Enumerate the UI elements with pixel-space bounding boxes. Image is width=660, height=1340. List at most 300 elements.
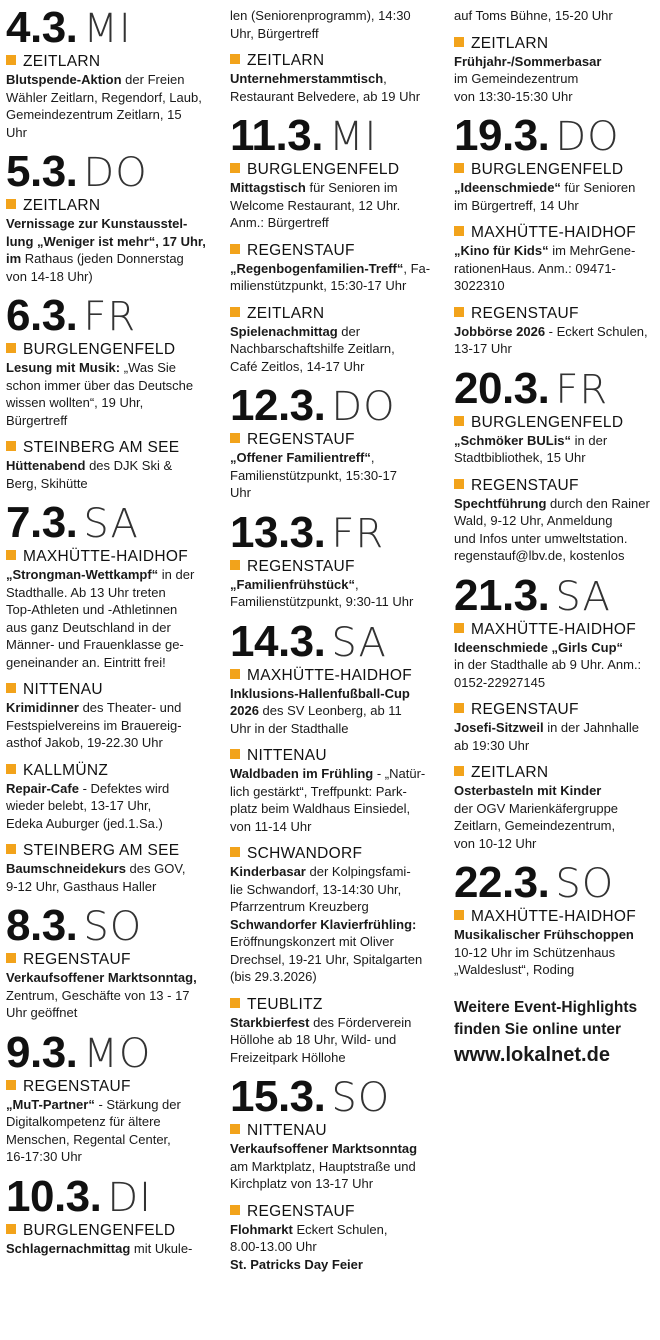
location-name: BURGLENGENFELD (471, 161, 624, 178)
event-description (6, 1096, 218, 1166)
event-title: Schwandorfer Klavierfrühling: (230, 916, 417, 932)
day-of-week: MI (83, 6, 132, 52)
orange-bullet-icon (454, 703, 464, 713)
event-item (230, 51, 438, 105)
date-heading (6, 901, 218, 950)
event-title: Josefi-Sitzweil (454, 720, 544, 735)
event-title: Waldbaden im Frühling (230, 766, 374, 781)
event-title: Vernissage zur Kunstausstel- lung „Weniger ist mehr“, 17 Uhr, im (6, 216, 206, 266)
location-name: REGENSTAUF (23, 1077, 131, 1095)
event-item (454, 413, 658, 467)
event-details: der Freien Wähler Zeitlarn, Regendorf, Laub, Gemeindezentrum Zeitlarn, 15 Uhr (6, 72, 202, 140)
date-heading (454, 858, 658, 907)
location-name: ZEITLARN (23, 53, 101, 70)
event-location (230, 1121, 438, 1140)
day-block (454, 363, 658, 565)
date-heading (454, 363, 658, 413)
location-name: ZEITLARN (471, 764, 549, 781)
location-name: NITTENAU (23, 681, 103, 698)
event-details: im MehrGene- rationenHaus. Anm.: 09471- 3022310 (454, 243, 636, 293)
day-of-week: SA (331, 619, 387, 666)
event-location (6, 196, 218, 215)
event-details: len (Seniorenprogramm), 14:30 Uhr, Bürgertreff (230, 8, 411, 41)
location-name: KALLMÜNZ (23, 761, 109, 779)
event-location (230, 1202, 438, 1221)
date-heading (6, 291, 218, 340)
day-block (230, 7, 438, 105)
event-details: mit Ukule- (130, 1240, 193, 1256)
event-description (6, 359, 218, 429)
orange-bullet-icon (454, 226, 464, 236)
event-title: Blutspende-Aktion (6, 72, 122, 87)
event-description (454, 495, 658, 565)
event-location (6, 680, 218, 699)
event-description (230, 1221, 438, 1274)
day-block (454, 858, 658, 979)
event-item (454, 7, 658, 25)
footer-line-1: Weitere Event-Highlights (454, 998, 638, 1016)
event-description (230, 7, 438, 42)
event-item (454, 907, 658, 979)
event-details: für Senioren im Bürgertreff, 14 Uhr (454, 180, 636, 213)
event-details: in der Stadthalle. Ab 13 Uhr treten Top-Athleten und -Athletinnen aus ganz Deutschland in der Männer- und Frauenklasse ge- geneinander an. Eintritt frei! (6, 567, 195, 670)
event-details: in der Stadtbibliothek, 15 Uhr (454, 432, 608, 465)
date-heading (454, 111, 658, 160)
event-details: - „Natür- lich gestärkt“, Treffpunkt: Park- platz beim Waldhaus Einsiedel, von 11-14 Uhr (230, 766, 426, 834)
event-title: Musikalischer Frühschoppen (454, 927, 634, 942)
event-title: Verkaufsoffener Marktsonntag, (6, 970, 197, 985)
orange-bullet-icon (230, 307, 240, 317)
date-number: 22.3. (454, 858, 550, 907)
event-title: Krimidinner (6, 700, 79, 715)
event-location (6, 1077, 218, 1096)
event-details: , Familienstützpunkt, 15:30-17 Uhr (230, 450, 397, 500)
day-of-week: FR (555, 366, 609, 413)
location-name: REGENSTAUF (247, 1202, 355, 1220)
event-item (6, 438, 218, 492)
day-of-week: DO (331, 384, 396, 430)
location-name: REGENSTAUF (247, 431, 355, 448)
event-description (454, 7, 658, 25)
event-description (6, 699, 218, 752)
location-name: MAXHÜTTE-HAIDHOF (471, 620, 636, 638)
event-location (6, 438, 218, 457)
event-location (6, 340, 218, 359)
event-title: Frühjahr-/Sommerbasar (454, 53, 602, 69)
footer-promo (454, 997, 658, 1069)
day-of-week: SO (331, 1075, 391, 1121)
date-number: 10.3. (6, 1171, 102, 1221)
event-details: der Kolpingsfami- lie Schwandorf, 13-14:30 Uhr, Pfarrzentrum Kreuzberg (230, 864, 411, 914)
event-item (6, 1221, 218, 1258)
orange-bullet-icon (454, 37, 464, 47)
orange-bullet-icon (230, 54, 240, 64)
day-of-week: DO (555, 114, 620, 160)
event-details: in der Stadthalle ab 9 Uhr. Anm.: 0152-22927145 (454, 657, 642, 690)
event-item (454, 620, 658, 692)
day-of-week: SA (83, 501, 139, 547)
date-number: 21.3. (454, 570, 550, 620)
orange-bullet-icon (454, 910, 464, 920)
location-name: BURGLENGENFELD (471, 413, 624, 431)
event-details: 10-12 Uhr im Schützenhaus „Waldeslust“, Roding (454, 944, 616, 977)
date-number: 14.3. (230, 616, 326, 666)
orange-bullet-icon (230, 163, 240, 173)
orange-bullet-icon (454, 623, 464, 633)
event-item (230, 666, 438, 738)
event-details: in der Jahnhalle ab 19:30 Uhr (454, 720, 639, 753)
orange-bullet-icon (6, 1080, 16, 1090)
day-block (6, 147, 218, 285)
event-location (454, 907, 658, 926)
event-description (230, 260, 438, 295)
location-name: MAXHÜTTE-HAIDHOF (471, 224, 636, 241)
date-heading (230, 381, 438, 430)
event-description (454, 782, 658, 852)
event-location (230, 51, 438, 70)
event-item (230, 7, 438, 42)
event-description (230, 179, 438, 232)
event-details: Eröffnungskonzert mit Oliver Drechsel, 19-21 Uhr, Spitalgarten (bis 29.3.2026) (230, 934, 423, 984)
date-number: 4.3. (6, 3, 78, 52)
orange-bullet-icon (454, 766, 464, 776)
event-details: - Eckert Schulen, 13-17 Uhr (454, 323, 648, 356)
event-location (230, 304, 438, 323)
event-title: „Offener Familientreff“ (230, 450, 371, 465)
day-block (6, 1171, 218, 1258)
orange-bullet-icon (454, 416, 464, 426)
event-details: im Gemeindezentrum von 13:30-15:30 Uhr (454, 71, 579, 104)
day-of-week: SA (555, 573, 611, 620)
event-item (230, 1202, 438, 1274)
date-heading (230, 111, 438, 160)
event-item (6, 950, 218, 1022)
location-name: STEINBERG AM SEE (23, 439, 180, 456)
event-title: Jobbörse 2026 (454, 323, 546, 339)
day-block (454, 111, 658, 358)
event-description (454, 432, 658, 467)
event-location (230, 430, 438, 449)
event-description (230, 576, 438, 611)
location-name: ZEITLARN (247, 304, 325, 322)
event-details: Zentrum, Geschäfte von 13 - 17 Uhr geöffnet (6, 987, 190, 1020)
event-details: - Stärkung der Digitalkompetenz für ältere Menschen, Regental Center, 16-17:30 Uhr (6, 1096, 181, 1164)
event-details: des SV Leonberg, ab 11 Uhr in der Stadthalle (230, 703, 402, 736)
event-title: „Familienfrühstück“ (230, 576, 355, 592)
event-title: Kinderbasar (230, 864, 306, 879)
calendar-column-3 (454, 7, 658, 1069)
day-of-week: MI (328, 114, 378, 160)
date-number: 19.3. (454, 111, 550, 160)
date-number: 20.3. (454, 363, 550, 413)
event-description (454, 926, 658, 979)
date-heading (230, 616, 438, 666)
event-location (454, 476, 658, 495)
event-title: Lesung mit Musik: (6, 360, 121, 375)
event-description (6, 566, 218, 671)
event-item (230, 430, 438, 502)
event-item (230, 1121, 438, 1193)
event-item (454, 763, 658, 852)
day-block (454, 570, 658, 853)
location-name: MAXHÜTTE-HAIDHOF (247, 666, 412, 684)
event-location (230, 666, 438, 685)
orange-bullet-icon (454, 479, 464, 489)
event-location (454, 620, 658, 639)
orange-bullet-icon (6, 764, 16, 774)
event-title: Unternehmerstammtisch (230, 71, 384, 86)
event-title: Repair-Cafe (6, 780, 79, 796)
location-name: REGENSTAUF (247, 557, 355, 575)
event-location (230, 746, 438, 765)
event-location (454, 304, 658, 323)
event-location (454, 223, 658, 242)
event-item (6, 761, 218, 833)
event-description (230, 685, 438, 738)
day-of-week: SO (555, 861, 615, 907)
date-heading (454, 570, 658, 620)
location-name: NITTENAU (247, 1122, 327, 1139)
event-item (454, 34, 658, 106)
event-details: durch den Rainer Wald, 9-12 Uhr, Anmeldung und Infos unter umweltstation. regenstauf@lbv.de, kostenlos (454, 495, 650, 563)
location-name: BURGLENGENFELD (23, 341, 176, 358)
orange-bullet-icon (230, 1124, 240, 1134)
event-title: „Kino für Kids“ (454, 243, 549, 258)
day-block (454, 7, 658, 105)
event-title: Spielenachmittag (230, 323, 338, 339)
location-name: REGENSTAUF (247, 241, 355, 259)
event-item (454, 700, 658, 754)
location-name: MAXHÜTTE-HAIDHOF (23, 548, 188, 565)
event-details: Rathaus (jeden Donnerstag von 14-18 Uhr) (6, 251, 184, 284)
event-details: , Restaurant Belvedere, ab 19 Uhr (230, 71, 421, 104)
orange-bullet-icon (6, 844, 16, 854)
orange-bullet-icon (6, 199, 16, 209)
event-item (230, 304, 438, 376)
event-item (230, 557, 438, 611)
orange-bullet-icon (454, 307, 464, 317)
day-of-week: MO (83, 1030, 152, 1077)
orange-bullet-icon (230, 560, 240, 570)
location-name: STEINBERG AM SEE (23, 842, 180, 859)
event-location (454, 34, 658, 53)
event-location (230, 995, 438, 1014)
orange-bullet-icon (6, 343, 16, 353)
event-location (6, 52, 218, 71)
event-location (230, 241, 438, 260)
location-name: REGENSTAUF (471, 701, 579, 718)
event-details: des Förderverein Höllohe ab 18 Uhr, Wild- und Freizeitpark Höllohe (230, 1014, 412, 1065)
orange-bullet-icon (230, 669, 240, 679)
event-title: „Strongman-Wettkampf“ (6, 567, 159, 582)
date-number: 13.3. (230, 507, 326, 557)
calendar-column-1 (6, 2, 218, 1266)
location-name: BURGLENGENFELD (23, 1221, 176, 1239)
event-item (454, 476, 658, 565)
orange-bullet-icon (230, 847, 240, 857)
event-details: am Marktplatz, Hauptstraße und Kirchplatz von 13-17 Uhr (230, 1158, 416, 1191)
event-title: Inklusions-Hallenfußball-Cup 2026 (230, 685, 410, 718)
event-description (454, 323, 658, 358)
day-block (6, 1027, 218, 1166)
day-block (230, 1072, 438, 1273)
date-number: 6.3. (6, 291, 78, 340)
location-name: TEUBLITZ (247, 995, 323, 1013)
event-location (6, 950, 218, 969)
event-description (454, 179, 658, 214)
event-item (6, 841, 218, 895)
day-of-week: DO (83, 150, 148, 196)
event-location (454, 700, 658, 719)
date-heading (6, 498, 218, 547)
event-title: „Ideenschmiede“ (454, 180, 561, 195)
event-item (230, 995, 438, 1067)
event-title: Schlagernachmittag (6, 1240, 131, 1256)
day-block (230, 616, 438, 1067)
event-description (230, 1140, 438, 1193)
date-number: 11.3. (230, 111, 323, 160)
event-title: „Regenbogenfamilien-Treff“ (230, 260, 404, 276)
event-title: St. Patricks Day Feier (230, 1256, 363, 1272)
date-number: 9.3. (6, 1027, 78, 1077)
event-title: „MuT-Partner“ (6, 1096, 95, 1112)
event-item (230, 844, 438, 986)
event-description (230, 1014, 438, 1067)
event-title: Verkaufsoffener Marktsonntag (230, 1141, 418, 1156)
date-heading (6, 3, 218, 52)
date-heading (6, 1027, 218, 1077)
event-item (6, 340, 218, 429)
orange-bullet-icon (6, 1224, 16, 1234)
date-number: 5.3. (6, 147, 78, 196)
event-location (230, 844, 438, 863)
event-description (230, 323, 438, 376)
day-of-week: DI (107, 1174, 152, 1221)
event-details: , Fa- milienstützpunkt, 15:30-17 Uhr (230, 260, 431, 293)
location-name: REGENSTAUF (471, 476, 579, 494)
event-item (6, 196, 218, 285)
event-location (6, 1221, 218, 1240)
date-heading (6, 147, 218, 196)
location-name: NITTENAU (247, 747, 327, 764)
orange-bullet-icon (454, 163, 464, 173)
event-location (454, 763, 658, 782)
day-block (230, 381, 438, 502)
event-description (230, 863, 438, 986)
event-description (6, 860, 218, 895)
event-item (6, 547, 218, 671)
day-block (230, 111, 438, 375)
event-description (6, 457, 218, 492)
event-details: für Senioren im Welcome Restaurant, 12 Uhr. Anm.: Bürgertreff (230, 180, 401, 230)
event-details: Eckert Schulen, 8.00-13.00 Uhr (230, 1221, 388, 1254)
date-heading (6, 1171, 218, 1221)
day-of-week: SO (83, 904, 143, 950)
day-of-week: FR (331, 510, 385, 557)
event-details: auf Toms Bühne, 15-20 Uhr (454, 8, 613, 23)
event-details: des DJK Ski & Berg, Skihütte (6, 458, 173, 491)
day-block (6, 901, 218, 1022)
orange-bullet-icon (230, 244, 240, 254)
event-title: „Schmöker BULis“ (454, 432, 572, 448)
location-name: SCHWANDORF (247, 845, 363, 862)
event-item (6, 52, 218, 141)
event-description (6, 71, 218, 141)
event-description (6, 215, 218, 285)
event-location (454, 160, 658, 179)
location-name: MAXHÜTTE-HAIDHOF (471, 908, 636, 925)
orange-bullet-icon (230, 433, 240, 443)
event-location (230, 557, 438, 576)
event-location (230, 160, 438, 179)
orange-bullet-icon (6, 953, 16, 963)
event-details: der Nachbarschaftshilfe Zeitlarn, Café Zeitlos, 14-17 Uhr (230, 323, 395, 374)
event-details: des GOV, 9-12 Uhr, Gasthaus Haller (6, 861, 186, 894)
event-details: - Defektes wird wieder belebt, 13-17 Uhr, Edeka Auburger (jed.1.Sa.) (6, 780, 170, 831)
orange-bullet-icon (230, 1205, 240, 1215)
event-location (454, 413, 658, 432)
event-title: Mittagstisch (230, 180, 306, 195)
event-title: Baumschneidekurs (6, 861, 126, 876)
event-item (454, 223, 658, 295)
event-item (230, 241, 438, 295)
date-number: 12.3. (230, 381, 326, 430)
event-item (230, 746, 438, 835)
event-item (454, 160, 658, 214)
event-description (230, 449, 438, 502)
event-location (6, 841, 218, 860)
date-number: 15.3. (230, 1072, 326, 1121)
event-details: „Was Sie schon immer über das Deutsche wissen wollten“, 19 Uhr, Bürgertreff (6, 360, 194, 428)
orange-bullet-icon (6, 441, 16, 451)
date-number: 7.3. (6, 498, 78, 547)
orange-bullet-icon (230, 749, 240, 759)
event-details: der OGV Marienkäfergruppe Zeitlarn, Gemeindezentrum, von 10-12 Uhr (454, 800, 619, 851)
event-item (230, 160, 438, 232)
event-title: Flohmarkt (230, 1221, 293, 1237)
date-heading (230, 507, 438, 557)
event-item (6, 1077, 218, 1166)
event-title: Hüttenabend (6, 458, 86, 473)
orange-bullet-icon (6, 550, 16, 560)
column-3-events (454, 7, 658, 979)
event-title: Ideenschmiede „Girls Cup“ (454, 639, 624, 655)
location-name: ZEITLARN (247, 52, 325, 69)
orange-bullet-icon (230, 998, 240, 1008)
orange-bullet-icon (6, 683, 16, 693)
event-item (6, 680, 218, 752)
location-name: ZEITLARN (23, 197, 101, 214)
event-title: Starkbierfest (230, 1014, 310, 1030)
event-description (230, 70, 438, 105)
location-name: ZEITLARN (471, 34, 549, 52)
day-block (6, 498, 218, 895)
event-description (230, 765, 438, 835)
event-details: , Familienstützpunkt, 9:30-11 Uhr (230, 576, 414, 609)
footer-url-link[interactable]: www.lokalnet.de (454, 1043, 610, 1066)
event-description (6, 780, 218, 833)
event-title: Osterbasteln mit Kinder (454, 783, 602, 798)
event-description (6, 969, 218, 1022)
day-of-week: FR (83, 294, 137, 340)
footer-line-2: finden Sie online unter (454, 1020, 622, 1038)
date-number: 8.3. (6, 901, 78, 950)
day-block (6, 3, 218, 141)
event-details: des Theater- und Festspielvereins im Brauereig- asthof Jakob, 19-22.30 Uhr (6, 700, 182, 750)
event-description (454, 639, 658, 692)
event-description (454, 719, 658, 754)
calendar-column-2 (230, 7, 438, 1282)
